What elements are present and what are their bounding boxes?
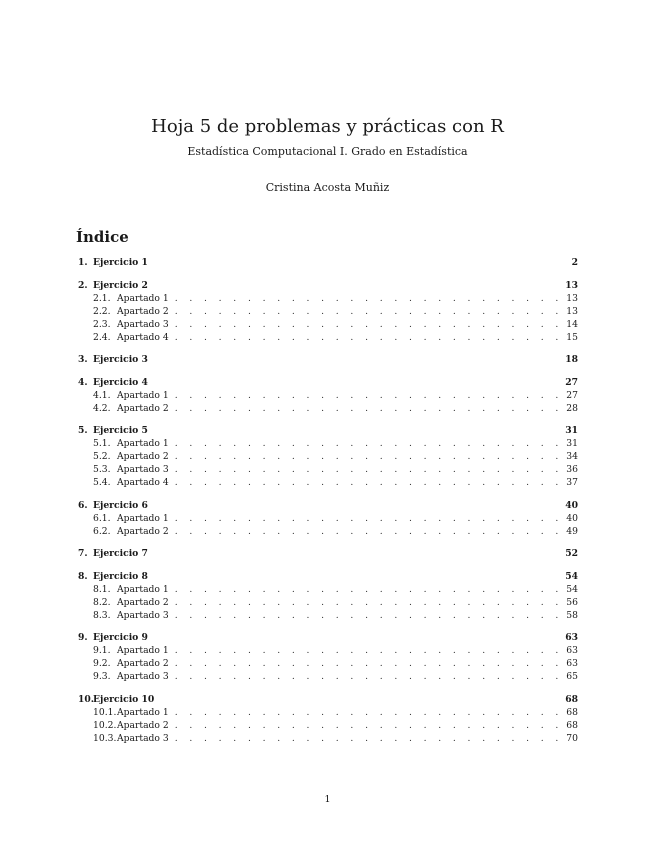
toc-subsection-page: 13 [566,292,578,304]
toc-subsection-number: 10.1. [93,706,117,718]
toc-subsection-entry[interactable] [78,596,578,609]
toc-subsection-title: Apartado 1 [117,706,169,718]
toc-subsection-title: Apartado 2 [117,719,169,731]
toc-subsection-number: 2.4. [93,331,111,343]
toc-leader-dots [175,402,566,415]
toc-subsection-number: 9.1. [93,645,111,656]
toc-leader-dots [175,609,566,622]
toc-subsection-title: Apartado 2 [117,451,169,462]
toc-section-entry[interactable] [78,279,578,292]
toc-subsection-entry[interactable] [78,732,578,745]
toc-section-number: 3. [78,354,88,365]
document-title: Hoja 5 de problemas y prácticas con R [151,116,504,137]
toc-subsection-number: 6.2. [93,525,111,537]
toc-section-entry[interactable] [78,256,578,269]
toc-subsection-entry[interactable] [78,305,578,318]
toc-section [78,499,578,538]
toc-section-title: Ejercicio 7 [93,548,148,559]
toc-section-page: 40 [565,499,578,511]
toc-subsection-number: 5.4. [93,477,111,488]
toc-subsection-title: Apartado 1 [117,389,169,401]
toc-subsection-number: 10.2. [93,719,117,731]
toc-leader-dots [175,512,566,525]
toc-section [78,570,578,622]
toc-subsection-title: Apartado 1 [117,512,169,524]
toc-leader-dots [175,476,566,489]
toc-subsection-number: 5.1. [93,438,111,449]
toc-section [78,279,578,344]
toc-section-entry[interactable] [78,353,578,366]
toc-section-title: Ejercicio 4 [93,376,148,388]
toc-subsection-page: 65 [566,671,578,682]
toc-subsection-number: 8.3. [93,609,111,621]
toc-subsection-number: 10.3. [93,732,117,744]
toc-subsection-entry[interactable] [78,525,578,538]
toc-section [78,631,578,683]
toc-subsection-title: Apartado 4 [117,477,169,488]
toc-subsection-entry[interactable] [78,706,578,719]
toc-section-number: 6. [78,499,88,511]
toc-section-title: Ejercicio 10 [93,693,155,705]
toc-leader-dots [175,318,566,331]
toc-section-number: 8. [78,570,88,582]
toc-subsection-entry[interactable] [78,389,578,402]
toc-section-page: 27 [565,376,578,388]
toc-leader-dots [175,305,566,318]
toc-section-title: Ejercicio 8 [93,570,148,582]
toc-subsection-entry[interactable] [78,450,578,463]
page-number: 1 [324,794,331,805]
toc-subsection-entry[interactable] [78,719,578,732]
toc-leader-dots [175,331,566,344]
toc-subsection-entry[interactable] [78,609,578,622]
toc-subsection-title: Apartado 3 [117,464,169,475]
toc-subsection-page: 54 [566,583,578,595]
toc-subsection-title: Apartado 2 [117,402,169,414]
toc-leader-dots [175,450,566,463]
toc-subsection-entry[interactable] [78,670,578,683]
toc-section-entry[interactable] [78,547,578,560]
toc-section-number: 1. [78,257,88,268]
toc-subsection-number: 8.1. [93,583,111,595]
toc-subsection-page: 36 [566,464,578,475]
toc-leader-dots [175,463,566,476]
toc-subsection-title: Apartado 1 [117,292,169,304]
toc-heading: Índice [76,228,129,246]
toc-leader-dots [175,292,566,305]
toc-subsection-title: Apartado 1 [117,645,169,656]
toc-section-page: 54 [565,570,578,582]
document-author: Cristina Acosta Muñiz [265,181,390,194]
toc-subsection-title: Apartado 2 [117,525,169,537]
toc-subsection-title: Apartado 2 [117,658,169,669]
toc-subsection-number: 4.1. [93,389,111,401]
toc-subsection-number: 5.2. [93,451,111,462]
toc-subsection-number: 2.1. [93,292,111,304]
toc-section-page: 63 [565,632,578,643]
toc-subsection-page: 63 [566,645,578,656]
toc-subsection-title: Apartado 4 [117,331,169,343]
toc-section-entry[interactable] [78,693,578,706]
toc-subsection-page: 15 [566,331,578,343]
toc-section [78,353,578,366]
toc-subsection-title: Apartado 1 [117,583,169,595]
toc-subsection-entry[interactable] [78,512,578,525]
toc-subsection-page: 27 [566,389,578,401]
toc-subsection-title: Apartado 1 [117,438,169,449]
toc-subsection-number: 2.3. [93,318,111,330]
toc-subsection-title: Apartado 3 [117,318,169,330]
toc-section-number: 10. [78,693,94,705]
toc-section-title: Ejercicio 6 [93,499,148,511]
toc-subsection-title: Apartado 2 [117,596,169,608]
toc-section [78,256,578,269]
toc-subsection-entry[interactable] [78,657,578,670]
toc-subsection-number: 9.2. [93,658,111,669]
toc-section-page: 31 [565,425,578,436]
toc-section [78,693,578,745]
toc-subsection-page: 68 [566,719,578,731]
toc-subsection-entry[interactable] [78,463,578,476]
toc-section-number: 4. [78,376,88,388]
toc-subsection-entry[interactable] [78,318,578,331]
toc-subsection-page: 37 [566,477,578,488]
toc-subsection-number: 5.3. [93,464,111,475]
toc-section-entry[interactable] [78,570,578,583]
toc-subsection-page: 14 [566,318,578,330]
toc-leader-dots [175,706,566,719]
toc-leader-dots [175,596,566,609]
toc-subsection-entry[interactable] [78,437,578,450]
toc-subsection-number: 2.2. [93,305,111,317]
toc-subsection-entry[interactable] [78,476,578,489]
toc-leader-dots [175,670,566,683]
toc-section-entry[interactable] [78,631,578,644]
toc-subsection-entry[interactable] [78,292,578,305]
toc-leader-dots [175,389,566,402]
toc-subsection-title: Apartado 3 [117,732,169,744]
toc-section-number: 2. [78,279,88,291]
toc-section-page: 13 [565,279,578,291]
toc-section-number: 5. [78,425,88,436]
toc-section-title: Ejercicio 5 [93,425,148,436]
toc-subsection-page: 58 [566,609,578,621]
toc-subsection-number: 4.2. [93,402,111,414]
toc-leader-dots [175,644,566,657]
toc-leader-dots [175,719,566,732]
toc-subsection-page: 28 [566,402,578,414]
toc-subsection-number: 9.3. [93,671,111,682]
toc-section-entry[interactable] [78,424,578,437]
toc-section-page: 52 [565,548,578,559]
toc-section-page: 18 [565,354,578,365]
toc-subsection-page: 34 [566,451,578,462]
toc-subsection-entry[interactable] [78,402,578,415]
toc-section-page: 68 [565,693,578,705]
toc-leader-dots [175,437,566,450]
toc-subsection-page: 49 [566,525,578,537]
toc-section-page: 2 [571,257,578,268]
table-of-contents [78,256,578,754]
toc-subsection-entry[interactable] [78,331,578,344]
toc-subsection-number: 8.2. [93,596,111,608]
toc-subsection-page: 56 [566,596,578,608]
toc-section-title: Ejercicio 1 [93,257,148,268]
toc-subsection-page: 63 [566,658,578,669]
toc-section-entry[interactable] [78,376,578,389]
toc-subsection-number: 6.1. [93,512,111,524]
toc-subsection-title: Apartado 3 [117,671,169,682]
toc-section [78,547,578,560]
toc-subsection-entry[interactable] [78,583,578,596]
toc-section-title: Ejercicio 2 [93,279,148,291]
toc-leader-dots [175,657,566,670]
toc-leader-dots [175,583,566,596]
toc-leader-dots [175,732,566,745]
toc-section-title: Ejercicio 9 [93,632,148,643]
document-subtitle: Estadística Computacional I. Grado en Estadística [187,145,468,158]
toc-section-number: 9. [78,632,88,643]
toc-subsection-page: 31 [566,438,578,449]
toc-subsection-page: 68 [566,706,578,718]
toc-section [78,376,578,415]
toc-subsection-page: 40 [566,512,578,524]
toc-subsection-title: Apartado 3 [117,609,169,621]
toc-section-number: 7. [78,548,88,559]
toc-subsection-page: 70 [566,732,578,744]
toc-subsection-title: Apartado 2 [117,305,169,317]
toc-subsection-page: 13 [566,305,578,317]
toc-section [78,424,578,489]
toc-section-title: Ejercicio 3 [93,354,148,365]
toc-section-entry[interactable] [78,499,578,512]
toc-subsection-entry[interactable] [78,644,578,657]
toc-leader-dots [175,525,566,538]
